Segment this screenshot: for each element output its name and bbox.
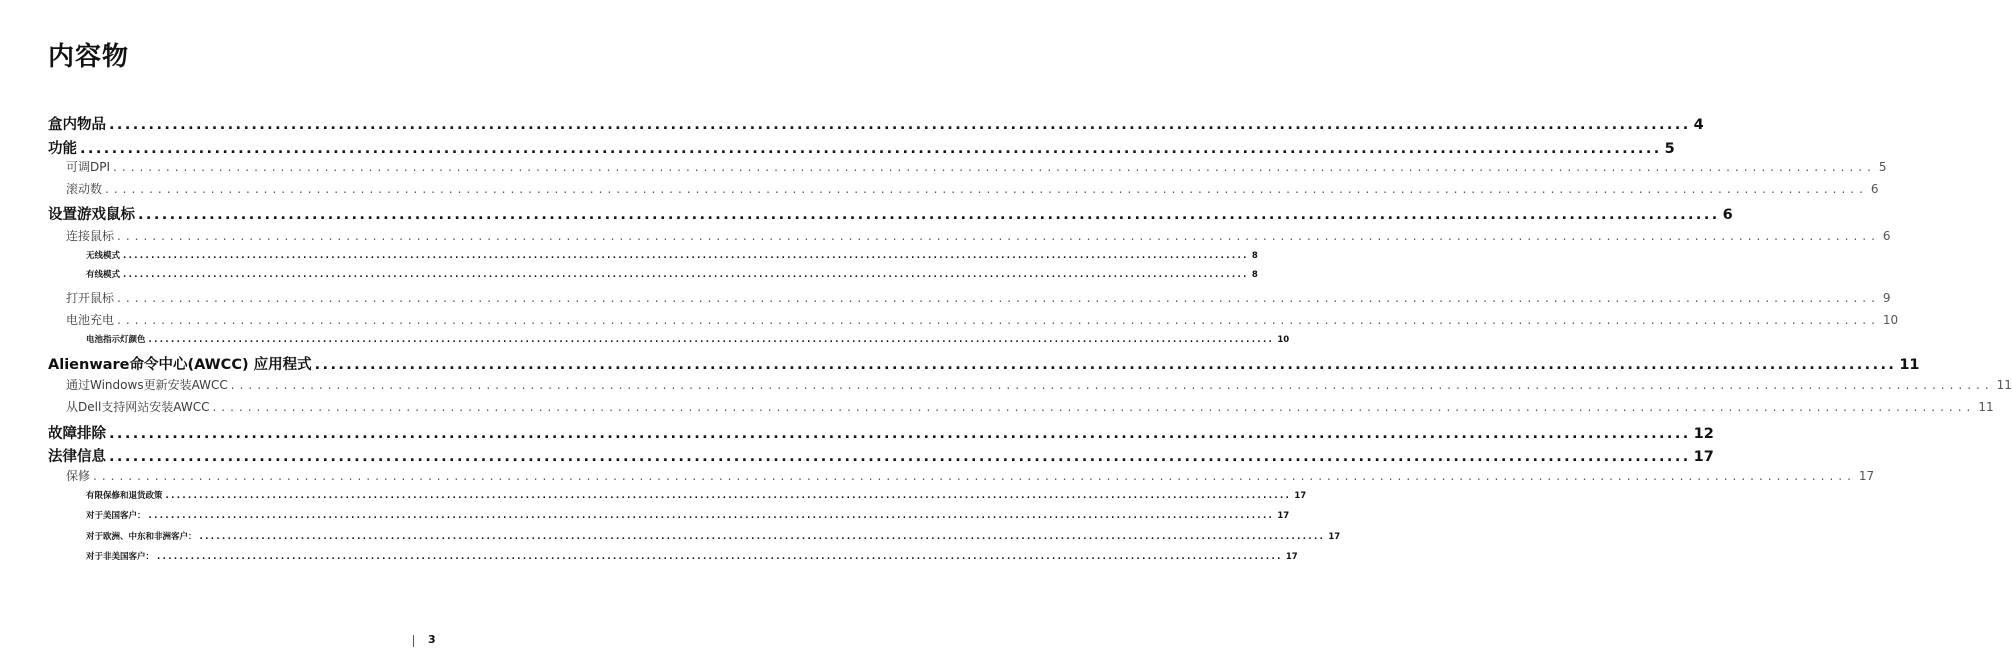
toc-entry-page: 12 — [1693, 426, 1714, 442]
dot-leader: ........................................................................................................................................................................................................ — [93, 469, 1856, 483]
toc-entry-label: 有线模式 — [86, 270, 121, 280]
toc-entry[interactable] — [48, 113, 1704, 134]
dot-leader: ........................................................................................................................................................................................................ — [148, 511, 1275, 521]
toc-entry-label: 连接鼠标 — [66, 229, 115, 243]
toc-entry-label: 故障排除 — [48, 426, 106, 442]
dot-leader: ........................................................................................................................................................................................................ — [117, 313, 1880, 327]
dot-leader: ........................................................................................................................................................................................................ — [165, 491, 1292, 501]
toc-entry-page: 8 — [1251, 251, 1258, 261]
toc-entry-label: 无线模式 — [86, 251, 121, 261]
toc-entry-label: 功能 — [48, 141, 77, 157]
toc-entry-label: 可调DPI — [66, 160, 111, 174]
toc-entry[interactable] — [66, 376, 2012, 393]
toc-entry-label: 保修 — [66, 469, 91, 483]
toc-entry-page: 11 — [1978, 400, 1994, 414]
toc-entry-page: 17 — [1693, 449, 1714, 465]
toc-entry[interactable] — [86, 333, 1290, 345]
dot-leader: ........................................................................................................................................................................................................ — [109, 449, 1691, 465]
toc-entry[interactable] — [86, 530, 1341, 542]
dot-leader: ........................................................................................................................................................................................................ — [109, 426, 1691, 442]
toc-entry-page: 17 — [1285, 552, 1298, 562]
toc-entry-label: 设置游戏鼠标 — [48, 207, 135, 223]
toc-entry-page: 17 — [1328, 532, 1341, 542]
toc-entry-page: 11 — [1996, 378, 2012, 392]
toc-entry[interactable] — [66, 227, 1891, 244]
toc-entry-label: 有限保修和退货政策 — [86, 491, 163, 501]
toc-entry-page: 17 — [1277, 511, 1290, 521]
toc-entry-page: 4 — [1693, 117, 1704, 133]
page-title: 内容物 — [48, 42, 130, 72]
dot-leader: ........................................................................................................................................................................................................ — [123, 270, 1249, 280]
dot-leader: ........................................................................................................................................................................................................ — [212, 400, 1976, 414]
toc-entry-label: 对于非美国客户： — [86, 552, 155, 562]
toc-entry-page: 6 — [1722, 207, 1733, 223]
toc-entry-label: 从Dell支持网站安装AWCC — [66, 400, 210, 414]
toc-entry-page: 10 — [1882, 313, 1899, 327]
toc-entry[interactable] — [66, 289, 1891, 306]
toc-entry[interactable] — [48, 203, 1733, 224]
toc-entry[interactable] — [66, 158, 1887, 175]
toc-entry[interactable] — [48, 137, 1675, 158]
toc-entry[interactable] — [66, 311, 1899, 328]
toc-entry[interactable] — [86, 249, 1258, 261]
dot-leader: ........................................................................................................................................................................................................ — [148, 335, 1275, 345]
toc-entry-page: 17 — [1294, 491, 1307, 501]
toc-entry-label: 对于欧洲、中东和非洲客户： — [86, 532, 197, 542]
dot-leader: ........................................................................................................................................................................................................ — [138, 207, 1720, 223]
page-number: 3 — [428, 633, 436, 646]
toc-entry-label: 电池充电 — [66, 313, 115, 327]
toc-entry-label: 打开鼠标 — [66, 291, 115, 305]
toc-entry[interactable] — [66, 467, 1875, 484]
toc-entry-page: 6 — [1882, 229, 1891, 243]
toc-entry-page: 5 — [1878, 160, 1887, 174]
dot-leader: ........................................................................................................................................................................................................ — [117, 229, 1880, 243]
toc-entry-label: 对于美国客户： — [86, 511, 146, 521]
dot-leader: ........................................................................................................................................................................................................ — [123, 251, 1249, 261]
toc-entry[interactable] — [48, 353, 1920, 374]
footer-divider — [413, 635, 414, 647]
toc-entry-page: 5 — [1664, 141, 1675, 157]
dot-leader: ........................................................................................................................................................................................................ — [157, 552, 1283, 562]
toc-entry[interactable] — [86, 268, 1258, 280]
toc-entry[interactable] — [86, 509, 1290, 521]
toc-entry-page: 11 — [1899, 357, 1920, 373]
toc-entry-label: 滚动数 — [66, 182, 103, 196]
toc-entry-page: 9 — [1882, 291, 1891, 305]
dot-leader: ........................................................................................................................................................................................................ — [109, 117, 1691, 133]
toc-entry[interactable] — [86, 489, 1307, 501]
toc-entry-label: Alienware命令中心(AWCC) 应用程式 — [48, 357, 312, 373]
toc-entry-page: 17 — [1858, 469, 1875, 483]
dot-leader: ........................................................................................................................................................................................................ — [113, 160, 1876, 174]
toc-entry[interactable] — [66, 398, 1994, 415]
dot-leader: ........................................................................................................................................................................................................ — [314, 357, 1897, 373]
dot-leader: ........................................................................................................................................................................................................ — [105, 182, 1868, 196]
toc-entry[interactable] — [86, 550, 1298, 562]
dot-leader: ........................................................................................................................................................................................................ — [199, 532, 1326, 542]
dot-leader: ........................................................................................................................................................................................................ — [117, 291, 1880, 305]
toc-entry-label: 通过Windows更新安装AWCC — [66, 378, 228, 392]
toc-entry-label: 盒内物品 — [48, 117, 106, 133]
toc-entry-page: 10 — [1277, 335, 1290, 345]
dot-leader: ........................................................................................................................................................................................................ — [230, 378, 1994, 392]
toc-entry-label: 法律信息 — [48, 449, 106, 465]
toc-entry-label: 电池指示灯颜色 — [86, 335, 146, 345]
toc-entry[interactable] — [66, 180, 1879, 197]
toc-entry-page: 6 — [1870, 182, 1879, 196]
toc-entry[interactable] — [48, 445, 1714, 466]
dot-leader: ........................................................................................................................................................................................................ — [80, 141, 1662, 157]
toc-entry[interactable] — [48, 422, 1714, 443]
toc-entry-page: 8 — [1251, 270, 1258, 280]
